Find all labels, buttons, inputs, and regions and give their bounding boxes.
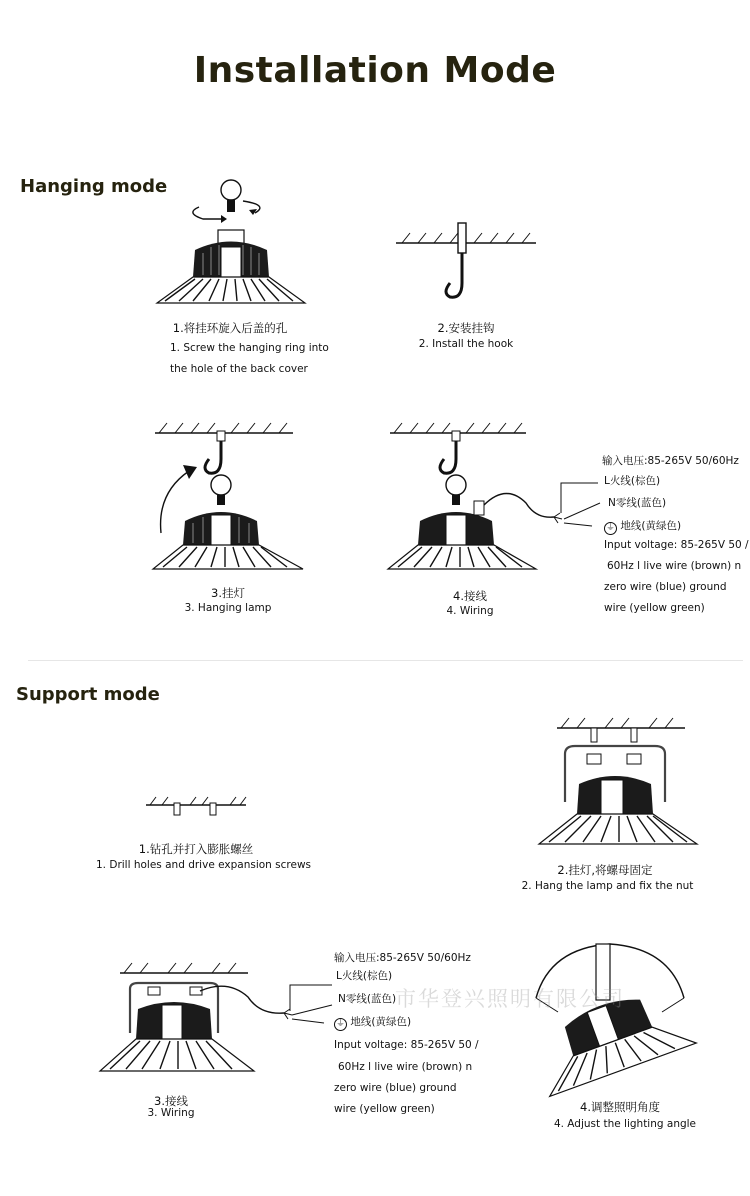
hanging-step4-en: 4. Wiring [446,605,494,617]
support-note-en3: zero wire (blue) ground [334,1082,457,1094]
support-step3-zh: 3.接线 [154,1094,188,1108]
hanging-step2-en: 2. Install the hook [418,338,514,350]
hanging-step1-zh: 1.将挂环旋入后盖的孔 [172,321,288,335]
hanging-voltage-zh: 输入电压:85-265V 50/60Hz [602,455,739,467]
section-divider [28,660,743,661]
support-step4-zh: 4.调整照明角度 [580,1100,660,1114]
hanging-step1-en2: the hole of the back cover [170,363,308,375]
hanging-step2-zh: 2.安装挂钩 [437,321,495,335]
support-note-en4: wire (yellow green) [334,1103,435,1115]
hanging-step3-en: 3. Hanging lamp [184,602,272,614]
hanging-note-en1: Input voltage: 85-265V 50 / [604,539,749,551]
support-note-en2: 60Hz l live wire (brown) n [338,1061,473,1073]
support-mode-heading: Support mode [16,684,160,705]
hanging-note-en2: 60Hz l live wire (brown) n [607,560,742,572]
hanging-step4-illustration [386,423,601,573]
support-note-en1: Input voltage: 85-265V 50 / [334,1039,479,1051]
hanging-note-en3: zero wire (blue) ground [604,581,727,593]
hanging-live-zh: L火线(棕色) [604,475,661,487]
hanging-step2-illustration [396,215,536,305]
hanging-ground-row [604,516,681,537]
support-voltage-zh: 输入电压:85-265V 50/60Hz [334,952,471,964]
support-ground-row [334,1012,411,1033]
rotation-arrow-icon [193,201,260,223]
support-neutral-zh: N零线(蓝色) [338,993,397,1005]
hanging-note-en4: wire (yellow green) [604,602,705,614]
hanging-step1-illustration [155,175,305,305]
hanging-mode-heading: Hanging mode [20,176,168,197]
hanging-step1-en1: 1. Screw the hanging ring into [170,342,329,354]
support-step4-illustration [530,938,700,1098]
support-step1-illustration [146,793,246,823]
support-step1-zh: 1.钻孔并打入膨胀螺丝 [138,842,254,856]
support-step2-en: 2. Hang the lamp and fix the nut [521,880,694,892]
ground-symbol-icon: ⏚ [335,1019,345,1029]
hanging-step4-zh: 4.接线 [453,589,487,603]
support-step1-en: 1. Drill holes and drive expansion screws [96,859,312,871]
ground-symbol-icon: ⏚ [605,523,615,533]
page-title: Installation Mode [193,50,557,91]
hanging-ground-zh: 地线(黄绿色) [620,520,682,532]
hanging-step3-zh: 3.挂灯 [211,586,245,600]
watermark: 市华登兴照明有限公司 [395,987,625,1011]
hanging-step3-illustration [153,423,303,573]
hanging-neutral-zh: N零线(蓝色) [608,497,667,509]
support-step2-illustration [535,718,700,848]
support-step3-en: 3. Wiring [147,1107,195,1119]
support-step3-illustration [98,963,318,1103]
support-step2-zh: 2.挂灯,将螺母固定 [557,863,653,877]
support-live-zh: L火线(棕色) [336,970,393,982]
support-ground-zh: 地线(黄绿色) [350,1016,412,1028]
support-step4-en: 4. Adjust the lighting angle [553,1118,697,1130]
